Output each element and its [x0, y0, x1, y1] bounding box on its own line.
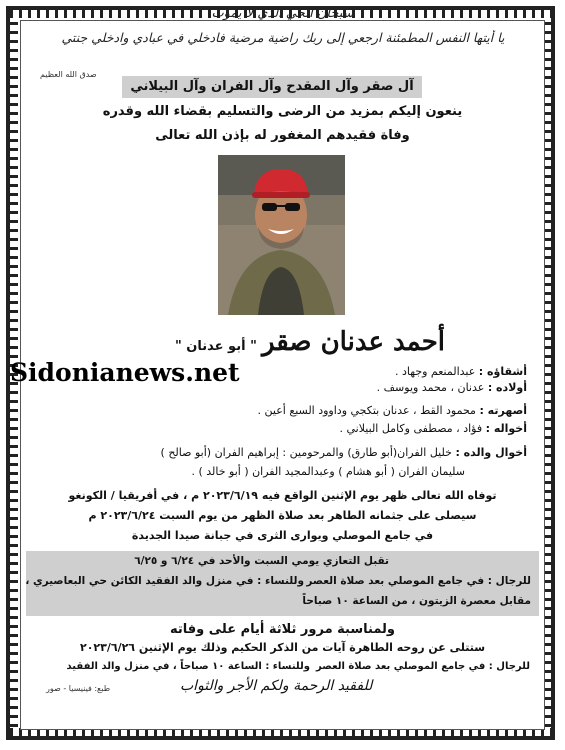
deceased-photo	[218, 155, 345, 315]
relatives-line	[191, 465, 465, 478]
relative-value: سليمان الفران ( أبو هشام ) وعبدالمجيد الفران ( أبو خالد ) .	[191, 465, 465, 478]
printer-credit: طبع: فينيسيا - صور	[46, 684, 111, 693]
portrait-image	[218, 155, 345, 315]
third-day-women: وللنساء : الساعة ١٠ صباحاً ، في منزل والد الفقيد	[66, 661, 310, 672]
relative-label: أشقاؤه :	[478, 365, 527, 378]
families-banner: آل صقر وآل المقدح وآل الفران وآل البيلاني	[122, 76, 422, 98]
condolence-men: للرجال : في جامع الموصلي بعد صلاة العصر	[306, 575, 531, 587]
announce-line-2: وفاة فقيدهم المغفور له بإذن الله تعالى	[155, 128, 410, 143]
relative-label: أخوال والده :	[455, 446, 527, 459]
death-notice-line-2: سيصلى على جثمانه الطاهر بعد صلاة الظهر من يوم السبت ٢٠٢٣/٦/٢٤ م	[88, 509, 477, 522]
relative-value: محمود القط ، عدنان بتكجي وداوود السبع أعين .	[257, 404, 476, 417]
death-notice-line-3: في جامع الموصلي ويوارى الثرى في جبانة صيدا الجديدة	[131, 529, 434, 542]
relatives-line	[161, 446, 527, 459]
deceased-name-line	[100, 327, 520, 357]
deceased-nickname: " أبو عدنان "	[174, 339, 257, 354]
deceased-name: أحمد عدنان صقر	[261, 327, 446, 357]
site-watermark: Sidonianews.net	[10, 358, 240, 387]
relative-label: أخواله :	[485, 422, 527, 435]
third-day-line: ستتلى عن روحه الطاهرة آيات من الذكر الحكيم وذلك يوم الإثنين ٢٠٢٣/٦/٢٦	[79, 641, 486, 654]
relative-label: أولاده :	[487, 381, 527, 394]
sadaq-text: صدق الله العظيم	[40, 70, 97, 79]
relatives-line	[340, 422, 527, 435]
relative-value: عبدالمنعم وجهاد .	[395, 365, 476, 378]
quran-verse: يا أيتها النفس المطمئنة ارجعي إلى ربك راضية مرضية فادخلي في عبادي وادخلي جنتي	[61, 30, 505, 45]
condolence-title: تقبل التعازي يومي السبت والأحد في ٦/٢٤ و ٦/٢٥	[134, 555, 389, 567]
closing-phrase: للفقيد الرحمة ولكم الأجر والثواب	[180, 678, 373, 694]
relatives-line	[395, 365, 527, 378]
relative-value: عدنان ، محمد ويوسف .	[376, 381, 485, 394]
death-notice-line-1: توفاه الله تعالى ظهر يوم الإثنين الواقع فيه ٢٠٢٣/٦/١٩ م ، في أفريقيا / الكونغو	[68, 489, 497, 502]
header-bismillah: سبحان الحي الذي لا يموت	[211, 6, 354, 21]
relative-value: خليل الفران(أبو طارق) والمرحومين : إبراهيم الفران (أبو صالح )	[160, 446, 452, 459]
relatives-line	[377, 381, 527, 394]
condolence-women: وللنساء : في منزل والد الفقيد الكائن حي البعاصيري ،	[25, 575, 304, 587]
relative-value: فؤاد ، مصطفى وكامل البيلاني .	[339, 422, 483, 435]
third-day-men: للرجال : في جامع الموصلي بعد صلاة العصر	[316, 661, 530, 672]
condolence-box	[26, 551, 539, 616]
announce-line-1: ينعون إليكم بمزيد من الرضى والتسليم بقضاء الله وقدره	[102, 104, 463, 119]
third-day-title: ولمناسبة مرور ثلاثة أيام على وفاته	[169, 622, 395, 637]
relative-label: أصهرته :	[479, 404, 527, 417]
relatives-line	[258, 404, 527, 417]
condolence-women-2: مقابل معصرة الزيتون ، من الساعة ١٠ صباحاً	[302, 595, 531, 607]
